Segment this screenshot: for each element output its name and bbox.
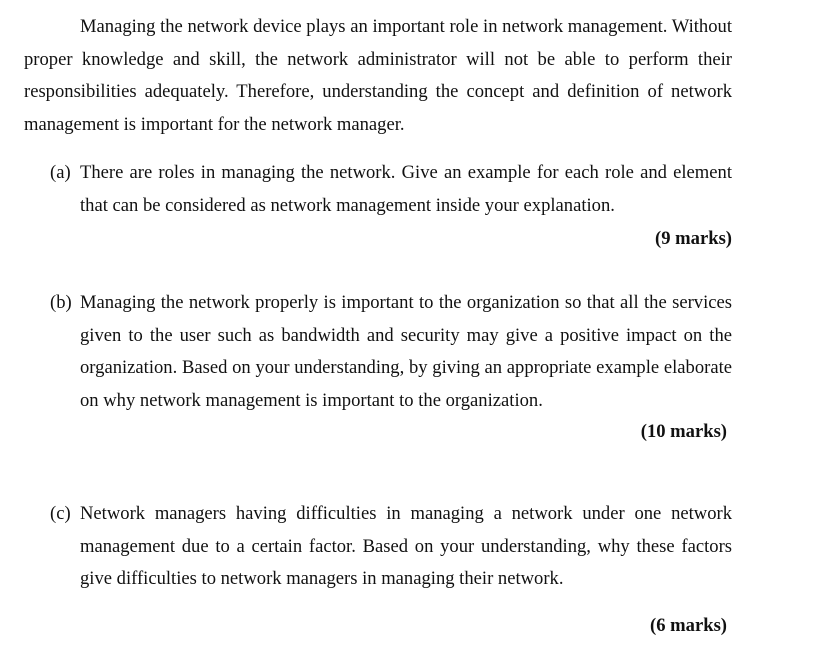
question-c-label: (c)	[50, 503, 71, 524]
question-a-marks: (9 marks)	[655, 228, 732, 249]
question-a	[50, 157, 732, 222]
question-c	[50, 498, 732, 596]
intro-paragraph: Managing the network device plays an important role in network management. Without proper knowledge and skill, the network administrator will not be able to perform their responsibilities adequately. Therefore, understanding the concept and definition of network management is important for the network manager.	[24, 16, 732, 135]
question-b-label: (b)	[50, 292, 72, 313]
question-b-text: Managing the network properly is important to the organization so that all the services given to the user such as bandwidth and security may give a positive impact on the organization. Based on your understanding, by giving an appropriate example elaborate on why network management is important to the organization.	[80, 292, 732, 411]
question-a-text: There are roles in managing the network. Give an example for each role and element that can be considered as network management inside your explanation.	[80, 162, 732, 216]
question-b-marks: (10 marks)	[640, 421, 727, 442]
question-b	[50, 287, 732, 417]
question-c-text: Network managers having difficulties in managing a network under one network management due to a certain factor. Based on your understanding, why these factors give difficulties to network managers in managing their network.	[80, 503, 732, 589]
question-a-label: (a)	[50, 162, 71, 183]
question-c-marks: (6 marks)	[650, 615, 727, 636]
